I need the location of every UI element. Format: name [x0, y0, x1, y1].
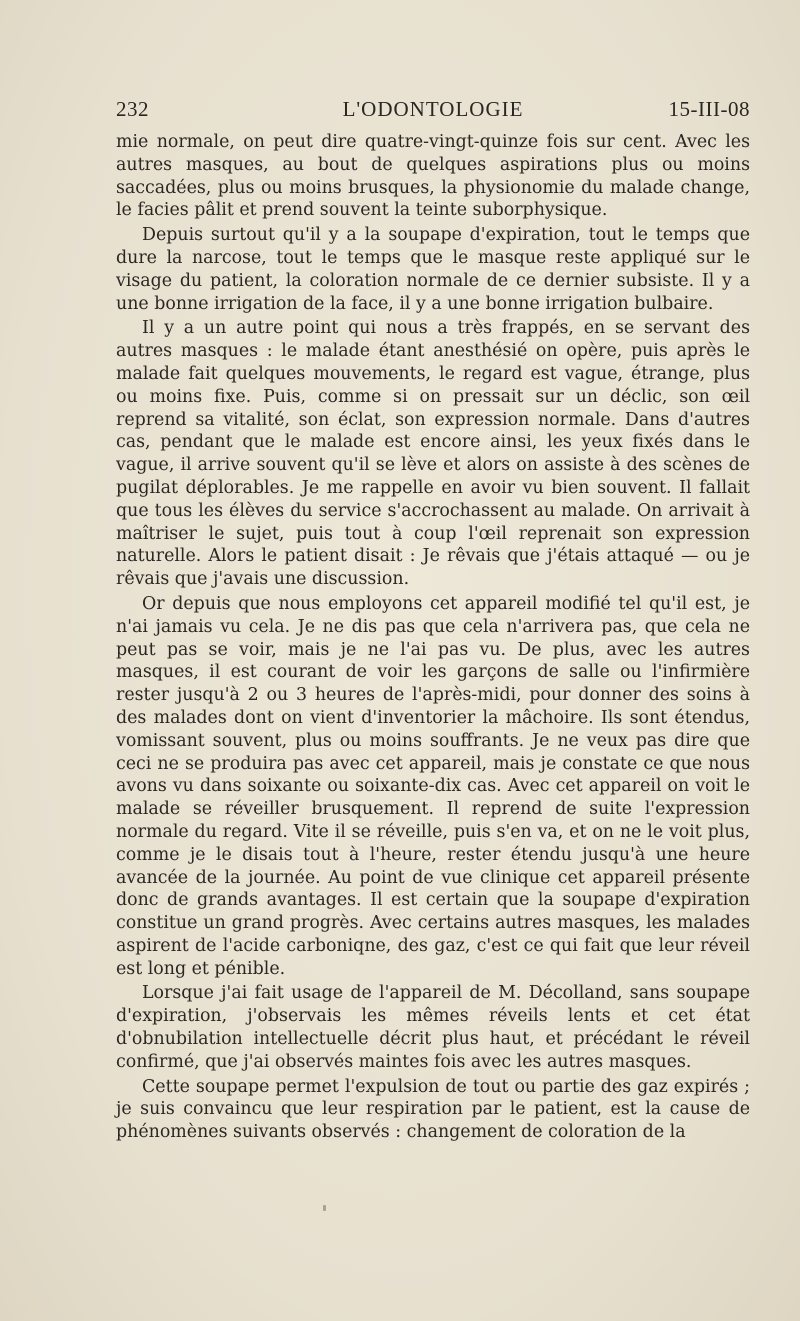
ink-speck [323, 1205, 326, 1211]
paragraph: Lorsque j'ai fait usage de l'appareil de M. Décolland, sans soupape d'expiration, j'observais les mêmes réveils lents et cet état d'obnubilation intellectuelle décrit plus haut, et précédant le réveil confirmé, que j'ai observés maintes fois avec les autres masques. [116, 983, 750, 1072]
journal-title: L'ODONTOLOGIE [342, 97, 524, 121]
article-body [116, 131, 750, 1146]
paragraph: mie normale, on peut dire quatre-vingt-quinze fois sur cent. Avec les autres masques, au bout de quelques aspirations plus ou moins saccadées, plus ou moins brusques, la physionomie du malade change, le facies pâlit et prend souvent la teinte suborphysique. [116, 132, 750, 221]
paragraph: Depuis surtout qu'il y a la soupape d'expiration, tout le temps que dure la narcose, tout le temps que le masque reste appliqué sur le visage du patient, la coloration normale de ce dernier subsiste. Il y a une bonne irrigation de la face, il y a une bonne irrigation bulbaire. [116, 225, 750, 314]
page-number: 232 [116, 97, 149, 121]
paragraph: Il y a un autre point qui nous a très frappés, en se servant des autres masques : le malade étant anesthésié on opère, puis après le malade fait quelques mouvements, le regard est vague, étrange, plus ou moins fixe. Puis, comme si on pressait sur un déclic, son œil reprend sa vitalité, son éclat, son expression normale. Dans d'autres cas, pendant que le malade est encore ainsi, les yeux fixés dans le vague, il arrive souvent qu'il se lève et alors on assiste à des scènes de pugilat déplorables. Je me rappelle en avoir vu bien souvent. Il fallait que tous les élèves du service s'accrochassent au malade. On arrivait à maîtriser le sujet, puis tout à coup l'œil reprenait son expression naturelle. Alors le patient disait : Je rêvais que j'étais attaqué — ou je rêvais que j'avais une discussion. [116, 318, 750, 590]
issue-date: 15-III-08 [668, 97, 750, 121]
paragraph: Cette soupape permet l'expulsion de tout ou partie des gaz expirés ; je suis convaincu que leur respiration par le patient, est la cause de phénomènes suivants observés : changement de coloration de la [116, 1076, 750, 1143]
paragraph: Or depuis que nous employons cet appareil modifié tel qu'il est, je n'ai jamais vu cela. Je ne dis pas que cela n'arrivera pas, que cela ne peut pas se voir, mais je ne l'ai pas vu. De plus, avec les autres masques, il est courant de voir les garçons de salle ou l'infirmière rester jusqu'à 2 ou 3 heures de l'après-midi, pour donner des soins à des malades dont on vient d'inventorier la mâchoire. Ils sont étendus, vomissant souvent, plus ou moins souffrants. Je ne veux pas dire que ceci ne se produira pas avec cet appareil, mais je constate ce que nous avons vu dans soixante ou soixante-dix cas. Avec cet appareil on voit le malade se réveiller brusquement. Il reprend de suite l'expression normale du regard. Vite il se réveille, puis s'en va, et on ne le voit plus, comme je le disais tout à l'heure, rester étendu jusqu'à une heure avancée de la journée. Au point de vue clinique cet appareil présente donc de grands avantages. Il est certain que la soupape d'expiration constitue un grand progrès. Avec certains autres masques, les malades aspirent de l'acide carboniqne, des gaz, c'est ce qui fait que leur réveil est long et pénible. [116, 593, 750, 979]
running-header [116, 97, 750, 127]
